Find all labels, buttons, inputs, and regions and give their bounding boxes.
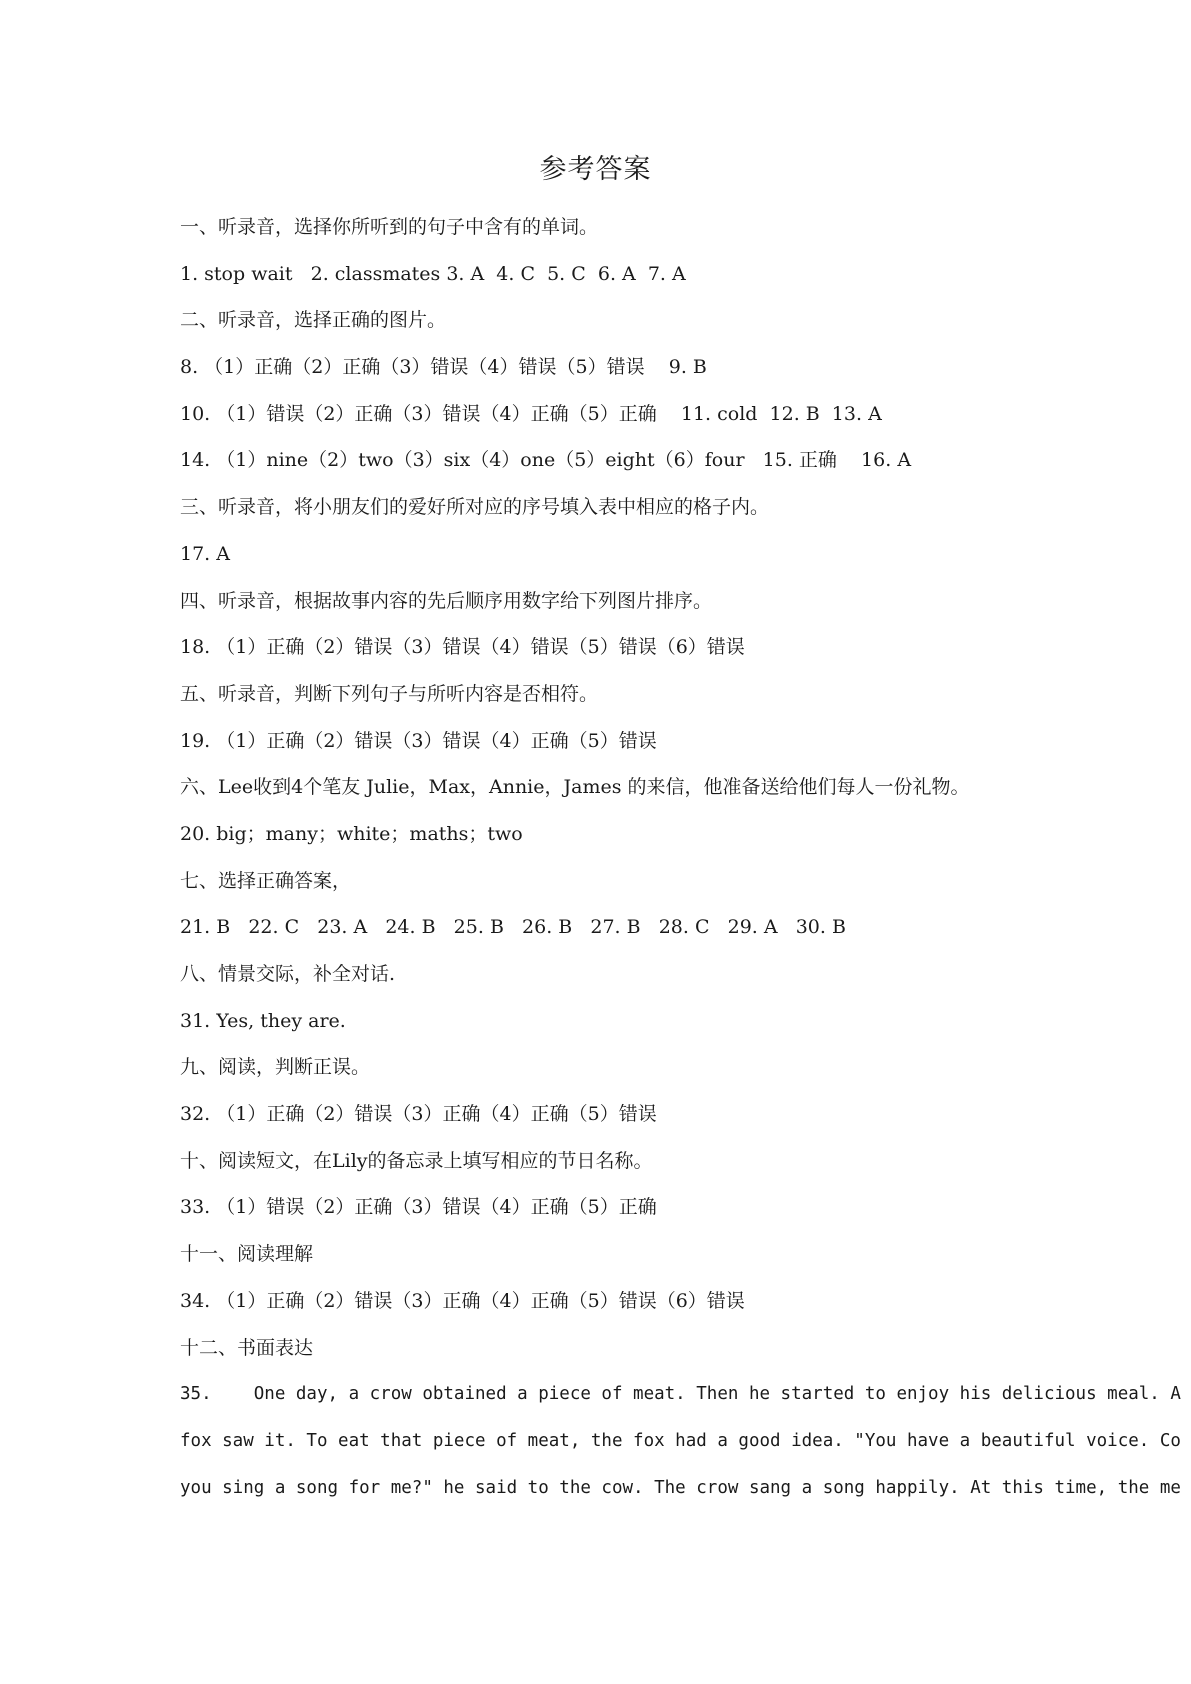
answer-lines [180, 214, 1191, 1521]
answer-line: 32. （1）正确（2）错误（3）正确（4）正确（5）错误 [180, 1103, 657, 1126]
answer-line: 17. A [180, 542, 230, 565]
essay-answer [180, 1381, 1191, 1521]
section-heading-12: 十二、书面表达 [180, 1336, 314, 1359]
section-heading-5: 五、听录音，判断下列句子与所听内容是否相符。 [180, 682, 599, 705]
answer-line: 8. （1）正确（2）正确（3）错误（4）错误（5）错误 9. B [180, 356, 707, 379]
section-heading-4: 四、听录音，根据故事内容的先后顺序用数字给下列图片排序。 [180, 589, 713, 612]
page-title: 参考答案 [539, 154, 652, 185]
essay-line: fox saw it. To eat that piece of meat, the fox had a good idea. "You have a beautiful voice. Co [180, 1430, 1181, 1451]
section-heading-7: 七、选择正确答案， [180, 869, 352, 892]
answer-line: 20. big；many；white；maths；two [180, 822, 523, 845]
section-heading-11: 十一、阅读理解 [180, 1243, 314, 1266]
answer-line: 10. （1）错误（2）正确（3）错误（4）正确（5）正确 11. cold 12. B 13. A [180, 402, 882, 425]
section-heading-2: 二、听录音，选择正确的图片。 [180, 309, 447, 332]
answer-line: 1. stop wait 2. classmates 3. A 4. C 5. C 6. A 7. A [180, 262, 686, 285]
answer-line: 33. （1）错误（2）正确（3）错误（4）正确（5）正确 [180, 1196, 657, 1219]
section-heading-1: 一、听录音，选择你所听到的句子中含有的单词。 [180, 216, 599, 238]
answer-line: 31. Yes, they are. [180, 1009, 346, 1032]
answer-line: 34. （1）正确（2）错误（3）正确（4）正确（5）错误（6）错误 [180, 1289, 745, 1312]
essay-line: 35. One day, a crow obtained a piece of meat. Then he started to enjoy his delicious meal. A [180, 1384, 1181, 1405]
answer-line: 21. B 22. C 23. A 24. B 25. B 26. B 27. B 28. C 29. A 30. B [180, 916, 846, 939]
answer-line: 14. （1）nine（2）two（3）six（4）one（5）eight（6）four 15. 正确 16. A [180, 449, 912, 472]
section-heading-3: 三、听录音，将小朋友们的爱好所对应的序号填入表中相应的格子内。 [180, 496, 770, 519]
section-heading-10: 十、阅读短文，在Lily的备忘录上填写相应的节日名称。 [180, 1149, 653, 1172]
section-heading-9: 九、阅读，判断正误。 [180, 1056, 371, 1079]
answer-line: 19. （1）正确（2）错误（3）错误（4）正确（5）错误 [180, 729, 657, 752]
section-heading-8: 八、情景交际，补全对话. [180, 963, 396, 985]
answer-line: 18. （1）正确（2）错误（3）错误（4）错误（5）错误（6）错误 [180, 636, 745, 659]
essay-line: you sing a song for me?" he said to the cow. The crow sang a song happily. At this time, the me [180, 1477, 1181, 1498]
section-heading-6: 六、Lee收到4个笔友 Julie，Max，Annie，James 的来信，他准备送给他们每人一份礼物。 [180, 776, 970, 799]
